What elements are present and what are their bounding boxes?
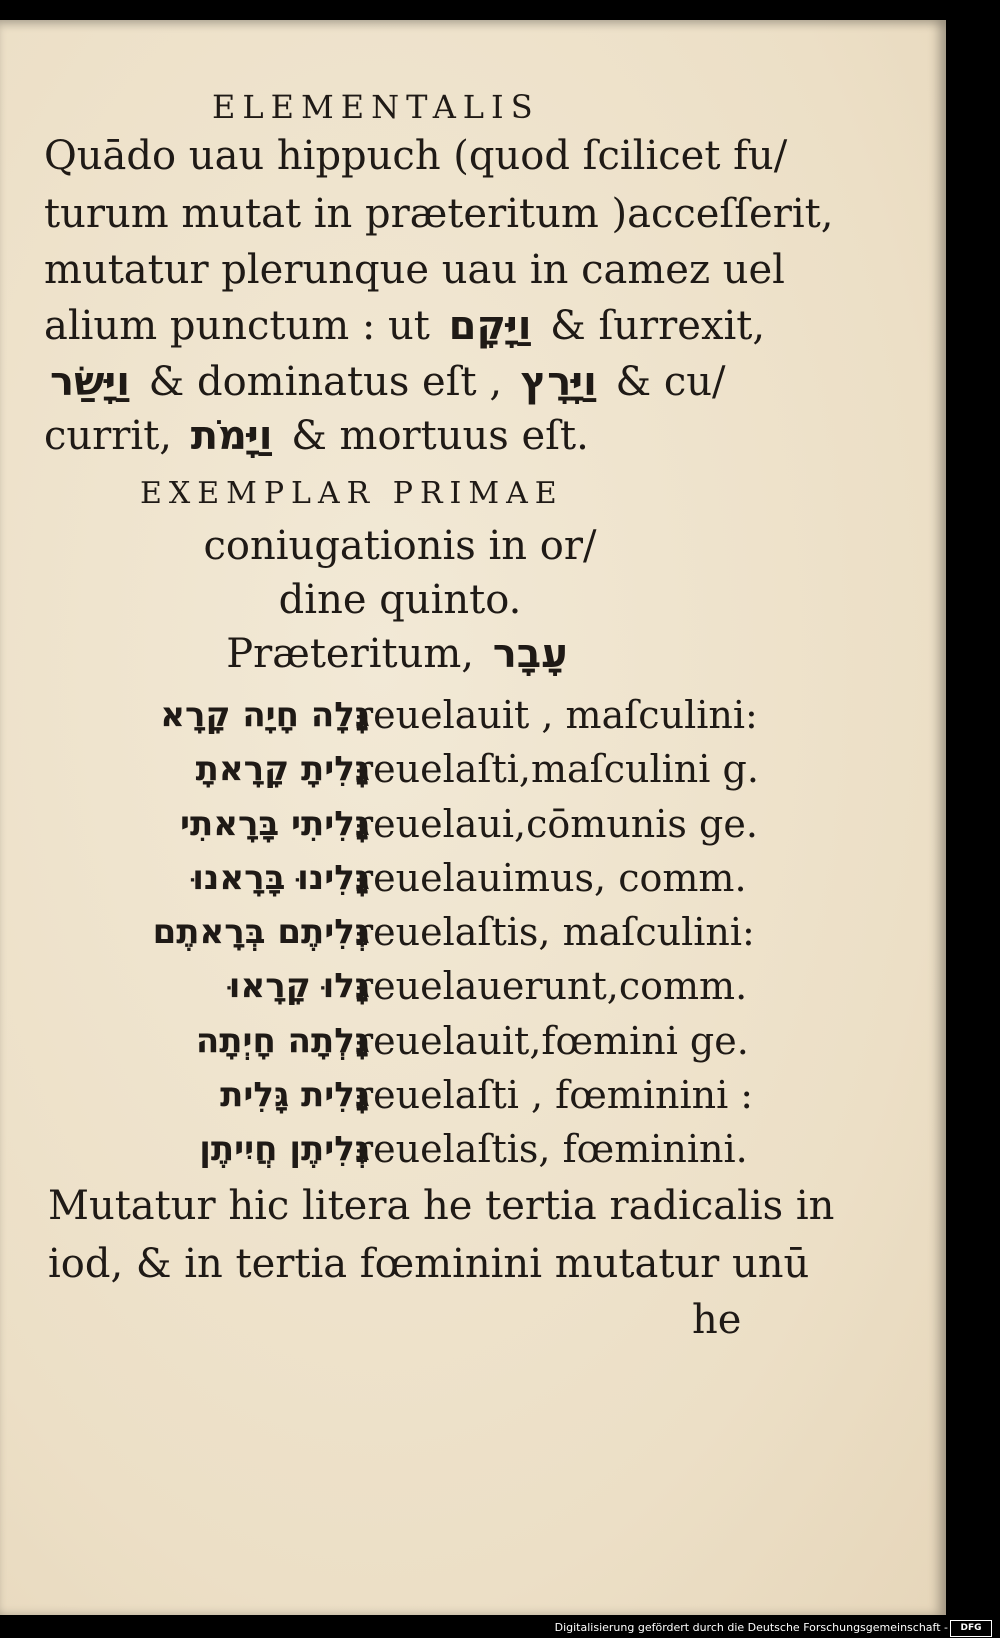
section-title: EXEMPLAR PRIMAE: [140, 476, 564, 511]
hebrew-word: וַיָּרָץ: [520, 359, 597, 405]
hebrew-word: וַיָּמֹת: [190, 413, 273, 459]
conjugation-table: [40, 688, 790, 1177]
paragraph-line-4-text-b: & ſurrexit,: [550, 303, 766, 349]
table-row: [40, 688, 790, 742]
paragraph-line-4-text-a: alium punctum : ut: [44, 303, 430, 349]
paragraph-line-2: turum mutat in præteritum )acceſſerit,: [44, 191, 834, 237]
catchword: he: [692, 1297, 742, 1343]
table-row: [40, 959, 790, 1013]
hebrew-form: גָּלִיתִי בָּרָאתִי: [179, 803, 370, 844]
latin-gloss: reuelaſtis, maſculini:: [355, 910, 755, 955]
table-row: [40, 1068, 790, 1122]
subtitle-line-1: coniugationis in or/: [203, 523, 597, 569]
latin-gloss: reuelauit , maſculini:: [355, 693, 758, 737]
hebrew-form: גָּלָה חָיָה קָרָא: [160, 695, 370, 735]
latin-gloss: reuelauit,fœmini ge.: [355, 1018, 749, 1063]
hebrew-form: גָּלִיתָ קָרָאתָ: [195, 749, 370, 790]
hebrew-form: גְּלִיתֶן חֲיִיתֶן: [199, 1129, 370, 1170]
table-row: [40, 1122, 790, 1176]
hebrew-form: גָּלִינוּ בָּרָאנוּ: [192, 857, 370, 898]
paragraph-line-6-text-a: currit,: [44, 413, 172, 459]
paragraph-line-3: mutatur plerunque uau in camez uel: [44, 247, 785, 293]
closing-line-2: iod, & in tertia fœminini mutatur unū: [48, 1241, 810, 1287]
latin-gloss: reuelaſti,maſculini g.: [355, 747, 759, 792]
table-row: [40, 1014, 790, 1068]
table-row: [40, 742, 790, 796]
table-row: [40, 851, 790, 905]
hebrew-word: וַיָּשַׂר: [50, 359, 130, 405]
closing-line-1: Mutatur hic litera he tertia radicalis in: [48, 1183, 835, 1229]
subtitle-line-2: dine quinto.: [278, 577, 522, 623]
latin-gloss: reuelaſti , fœminini :: [355, 1073, 754, 1118]
hebrew-word: עָבָר: [492, 631, 568, 677]
table-row: [40, 797, 790, 851]
latin-gloss: reuelauimus, comm.: [355, 855, 747, 900]
latin-gloss: reuelaui,cōmunis ge.: [355, 801, 758, 846]
hebrew-form: גָּלִית גָּלִית: [220, 1075, 370, 1116]
latin-gloss: reuelauerunt,comm.: [355, 964, 748, 1009]
hebrew-form: גְּלִיתֶם בְּרָאתֶם: [152, 912, 370, 953]
paragraph-line-1: Quādo uau hippuch (quod ſcilicet fu/: [44, 133, 788, 179]
table-row: [40, 905, 790, 959]
paragraph-line-5: [44, 354, 784, 410]
paragraph-line-6-text-b: & mortuus eſt.: [291, 413, 589, 459]
dfg-logo: DFG: [950, 1620, 992, 1637]
paragraph-line-5-text-b: & cu/: [615, 359, 726, 405]
subtitle-line-3: [90, 626, 710, 682]
hebrew-form: גָּלוּ קָרָאוּ: [228, 966, 370, 1007]
hebrew-word: וַיָּקָם: [448, 303, 532, 349]
running-head: ELEMENTALIS: [212, 88, 540, 126]
praeteritum-label: Præteritum,: [226, 631, 474, 677]
paragraph-line-5-text-a: & dominatus eſt ,: [148, 359, 503, 405]
footer-credit: Digitalisierung gefördert durch die Deutsche Forschungsgemeinschaft -: [554, 1621, 948, 1634]
paragraph-line-4: [44, 298, 784, 354]
hebrew-form: גָּלְתָה חָיְתָה: [195, 1020, 370, 1061]
latin-gloss: reuelaſtis, fœminini.: [355, 1127, 748, 1172]
paragraph-line-6: [44, 408, 784, 464]
